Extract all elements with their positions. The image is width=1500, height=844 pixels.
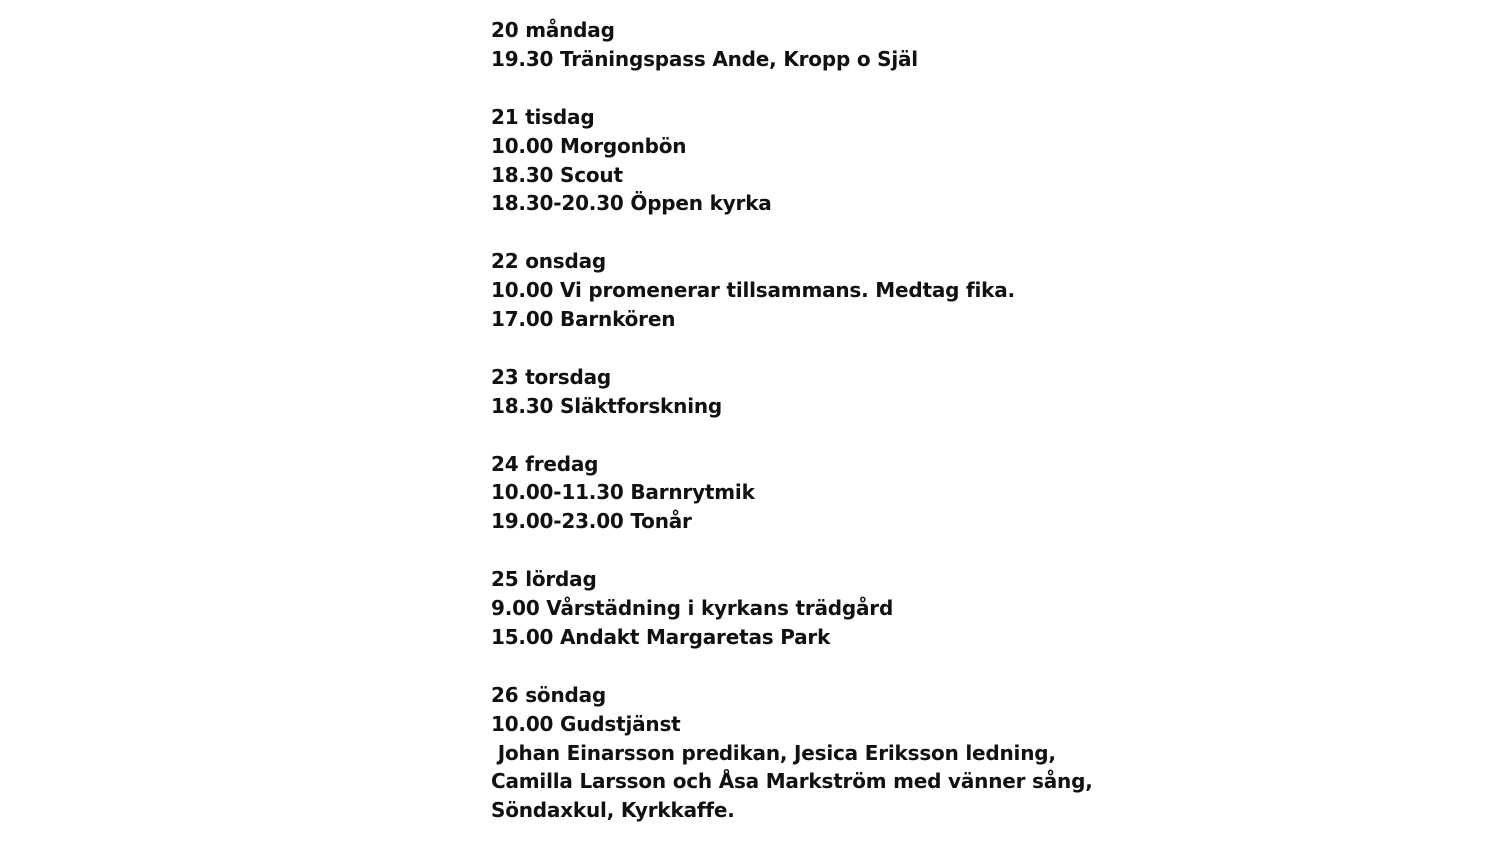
day-heading: 22 onsdag — [491, 249, 607, 274]
event-line: 19.00-23.00 Tonår — [491, 509, 692, 534]
event-line: 15.00 Andakt Margaretas Park — [491, 624, 831, 649]
day-block-wednesday — [491, 247, 1093, 334]
event-line: 19.30 Träningspass Ande, Kropp o Själ — [491, 46, 918, 71]
day-block-monday — [491, 16, 1093, 74]
day-block-tuesday — [491, 103, 1093, 219]
event-line: 10.00 Vi promenerar tillsammans. Medtag fika. — [491, 278, 1015, 303]
event-line: 17.00 Barnkören — [491, 307, 676, 332]
event-line: 18.30 Scout — [491, 162, 623, 187]
day-block-thursday — [491, 363, 1093, 421]
event-line: 18.30-20.30 Öppen kyrka — [491, 191, 772, 216]
event-line: Söndaxkul, Kyrkkaffe. — [491, 798, 735, 823]
day-heading: 20 måndag — [491, 18, 615, 42]
event-line: 18.30 Släktforskning — [491, 393, 723, 418]
day-heading: 23 torsdag — [491, 364, 611, 389]
event-line: 10.00 Morgonbön — [491, 133, 687, 158]
day-heading: 25 lördag — [491, 567, 597, 592]
event-line: 10.00-11.30 Barnrytmik — [491, 480, 755, 505]
event-line: Johan Einarsson predikan, Jesica Eriksson ledning, — [491, 740, 1056, 765]
day-heading: 26 söndag — [491, 682, 607, 707]
event-line: 10.00 Gudstjänst — [491, 711, 681, 736]
event-line: 9.00 Vårstädning i kyrkans trädgård — [491, 596, 894, 621]
day-block-sunday — [491, 681, 1093, 826]
day-block-saturday — [491, 565, 1093, 652]
day-block-friday — [491, 450, 1093, 537]
day-heading: 21 tisdag — [491, 104, 595, 129]
weekly-schedule — [491, 16, 1093, 825]
event-line: Camilla Larsson och Åsa Markström med vänner sång, — [491, 769, 1093, 794]
day-heading: 24 fredag — [491, 451, 599, 476]
